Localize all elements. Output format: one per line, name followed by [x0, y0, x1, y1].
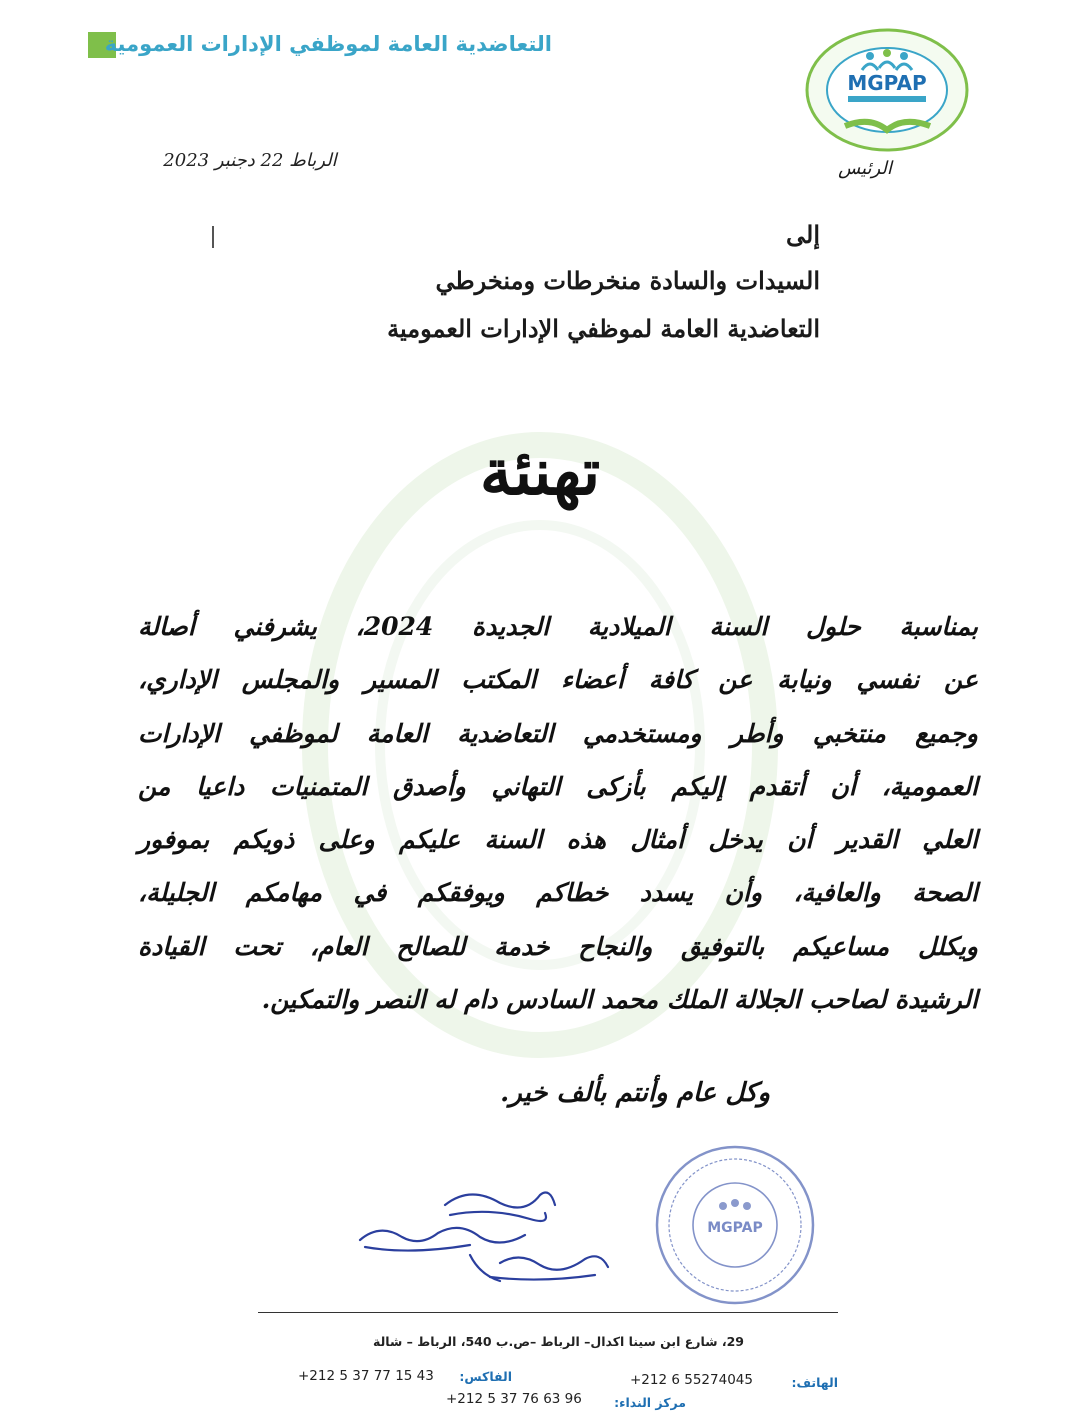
fax-number: +212 5 37 77 15 43 [298, 1368, 434, 1384]
body-line: العمومية، أن أتقدم إليكم بأزكى التهاني وأصدق المتمنيات داعيا من [138, 771, 978, 801]
body-line: ويكلل مساعيكم بالتوفيق والنجاح خدمة للصالح العام، تحت القيادة [138, 931, 978, 961]
letter-body [138, 612, 978, 1038]
body-line: الصحة والعافية، وأن يسدد خطاكم ويوفقكم في مهامكم الجليلة، [138, 878, 978, 908]
footer-address: 29، شارع ابن سينا اكدال– الرباط –ص.ب 540، الرباط – شالة [373, 1334, 744, 1349]
handwritten-signature [350, 1185, 620, 1295]
call-center-number: +212 5 37 76 63 96 [446, 1391, 582, 1407]
phone-number: +212 6 55274045 [630, 1372, 753, 1388]
phone-label: الهاتف: [791, 1375, 838, 1390]
body-line: الرشيدة لصاحب الجلالة الملك محمد السادس دام له النصر والتمكين. [261, 985, 978, 1015]
logo-text: MGPAP [847, 71, 927, 95]
addressee-line-1: السيدات والسادة منخرطات ومنخرطي [435, 266, 820, 295]
addressee-to: إلى [786, 220, 820, 249]
letter-title: تهنئة [479, 435, 601, 510]
addressee-line-2: التعاضدية العامة لموظفي الإدارات العمومية [387, 314, 820, 343]
call-center-label: مركز النداء: [614, 1395, 686, 1410]
closing-line: وكل عام وأنتم بألف خير. [500, 1078, 770, 1108]
letter-date: الرباط 22 دجنبر 2023 [163, 150, 337, 171]
organization-header: التعاضدية العامة لموظفي الإدارات العمومية [104, 32, 552, 56]
president-title: الرئيس [838, 158, 892, 179]
body-line: عن نفسي ونيابة عن كافة أعضاء المكتب المسير والمجلس الإداري، [138, 665, 978, 695]
official-stamp [650, 1140, 820, 1310]
body-line: وجميع منتخبي وأطر ومستخدمي التعاضدية العامة لموظفي الإدارات [138, 718, 978, 748]
body-line: بمناسبة حلول السنة الميلادية الجديدة 2024، يشرفني أصالة [138, 612, 978, 641]
mgpap-logo [800, 26, 975, 154]
footer-rule [258, 1312, 838, 1313]
stamp-text: MGPAP [707, 1220, 763, 1236]
body-line: العلي القدير أن يدخل أمثال هذه السنة عليكم وعلى ذويكم بموفور [138, 825, 978, 855]
fax-label: الفاكس: [459, 1369, 512, 1384]
